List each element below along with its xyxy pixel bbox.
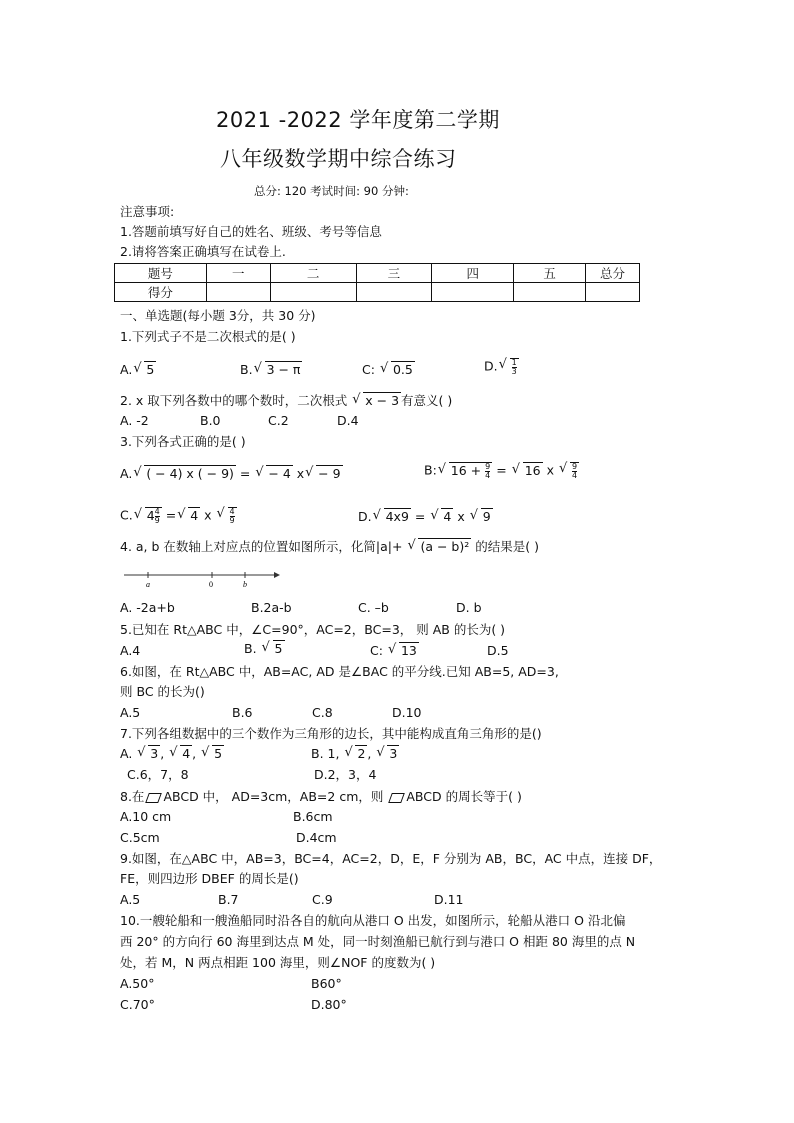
score-table [114,263,640,302]
q9-stem-line2: FE，则四边形 DBEF 的周长是() [120,871,299,886]
score-table-header-row [115,264,640,283]
q3-option-c: C.√ 4 $\frac{4}{9}$ =√ 4 x √ $\frac{4}{9}$ [120,507,237,525]
exam-info: 总分: 120 考试时间: 90 分钟: [254,184,409,198]
score-row-label: 得分 [115,283,207,302]
q8-stem: 8.在 ABCD 中， AD=3cm，AB=2 cm，则 ABCD 的周长等于( ) [120,789,522,804]
q5-option-d: D.5 [487,643,509,658]
q2-option-c: C.2 [268,413,289,428]
number-line-label-0: 0 [209,580,213,588]
q6-option-d: D.10 [392,705,422,720]
score-header-cell: 三 [356,264,432,283]
q4-option-a: A. -2a+b [120,600,175,615]
q6-option-c: C.8 [312,705,333,720]
number-line [120,566,282,588]
exam-title-line2: 八年级数学期中综合练习 [220,147,457,171]
q2-stem: 2. x 取下列各数中的哪个数时，二次根式 √ x − 3 有意义( ) [120,393,452,409]
q7-option-b: B. 1, √ 2 , √ 3 [311,746,399,762]
q9-stem-line1: 9.如图，在△ABC 中，AB=3，BC=4，AC=2，D，E，F 分别为 AB，BC，AC 中点，连接 DF， [120,851,662,866]
score-header-cell: 题号 [115,264,207,283]
score-header-cell: 总分 [586,264,640,283]
q4-option-d: D. b [456,600,482,615]
q6-option-a: A.5 [120,705,141,720]
q5-stem: 5.已知在 Rt△ABC 中，∠C=90°，AC=2，BC=3， 则 AB 的长为( ) [120,622,506,637]
q5-option-c: C: √ 13 [370,643,419,659]
q1-stem: 1.下列式子不是二次根式的是( ) [120,329,296,344]
score-header-cell: 二 [270,264,356,283]
q8-option-b: B.6cm [293,809,333,824]
score-cell[interactable] [586,283,640,302]
note-2: 2.请将答案正确填写在试卷上. [120,244,286,259]
q10-stem-line3: 处，若 M，N 两点相距 100 海里，则∠NOF 的度数为( ) [120,955,436,970]
score-header-cell: 五 [514,264,586,283]
q10-stem-line2: 西 20° 的方向行 60 海里到达点 M 处，同一时刻渔船已航行到与港口 O 相距 80 海里的点 N [120,934,636,949]
q5-option-a: A.4 [120,643,141,658]
q8-option-d: D.4cm [296,830,337,845]
score-cell[interactable] [432,283,514,302]
q10-option-d: D.80° [311,997,347,1012]
number-line-arrow [274,572,280,578]
q2-option-d: D.4 [337,413,359,428]
score-cell[interactable] [514,283,586,302]
score-table-score-row [115,283,640,302]
score-header-cell: 一 [206,264,270,283]
parallelogram-icon [146,793,163,803]
parallelogram-icon [389,793,406,803]
number-line-label-a: a [146,580,150,588]
q3-option-b: B:√ 16 + $\frac{9}{4}$ = √ 16 x √ $\frac{9}{4}$ [424,462,579,480]
q9-option-c: C.9 [312,892,333,907]
q2-option-b: B.0 [200,413,221,428]
q4-option-c: C. –b [358,600,389,615]
score-cell[interactable] [270,283,356,302]
score-cell[interactable] [356,283,432,302]
q6-stem-line1: 6.如图，在 Rt△ABC 中，AB=AC, AD 是∠BAC 的平分线.已知 AB=5, AD=3, [120,664,559,679]
score-header-cell: 四 [432,264,514,283]
q7-option-d: D.2，3，4 [314,767,377,782]
q6-stem-line2: 则 BC 的长为() [120,684,205,699]
q1-option-c: C: √ 0.5 [362,362,415,378]
score-cell[interactable] [206,283,270,302]
q1-option-a: A.√ 5 [120,362,156,378]
q7-option-c: C.6，7，8 [127,767,189,782]
q10-option-a: A.50° [120,976,155,991]
note-1: 1.答题前填写好自己的姓名、班级、考号等信息 [120,224,382,239]
q7-stem: 7.下列各组数据中的三个数作为三角形的边长，其中能构成直角三角形的是() [120,726,542,741]
q7-option-a: A. √ 3 , √ 4 , √ 5 [120,746,224,762]
q10-option-c: C.70° [120,997,155,1012]
section1-heading: 一、单选题(每小题 3分，共 30 分) [120,308,316,323]
q9-option-a: A.5 [120,892,141,907]
number-line-label-b: b [243,580,247,588]
q6-option-b: B.6 [232,705,253,720]
q1-option-b: B.√ 3 − π [240,362,302,378]
q1-option-d: D. √ $\frac{1}{3}$ [484,358,519,376]
q9-option-b: B.7 [218,892,239,907]
q3-stem: 3.下列各式正确的是( ) [120,434,246,449]
q3-option-d: D.√ 4x9 = √ 4 x √ 9 [358,509,493,525]
q2-option-a: A. -2 [120,413,149,428]
exam-title-line1: 2021 -2022 学年度第二学期 [216,108,500,132]
q10-stem-line1: 10.一艘轮船和一艘渔船同时沿各自的航向从港口 O 出发，如图所示，轮船从港口 O 沿北偏 [120,913,626,928]
q10-option-b: B60° [311,976,342,991]
notes-heading: 注意事项: [120,204,175,219]
q8-option-a: A.10 cm [120,809,172,824]
q5-option-b: B. √ 5 [244,641,285,657]
q9-option-d: D.11 [434,892,464,907]
q4-stem: 4. a, b 在数轴上对应点的位置如图所示，化简|a|+ √ (a − b)² 的结果是( ) [120,539,539,555]
q8-option-c: C.5cm [120,830,160,845]
q3-option-a: A.√ ( − 4) x ( − 9) = √ − 4 x√ − 9 [120,466,343,482]
q4-option-b: B.2a-b [251,600,292,615]
